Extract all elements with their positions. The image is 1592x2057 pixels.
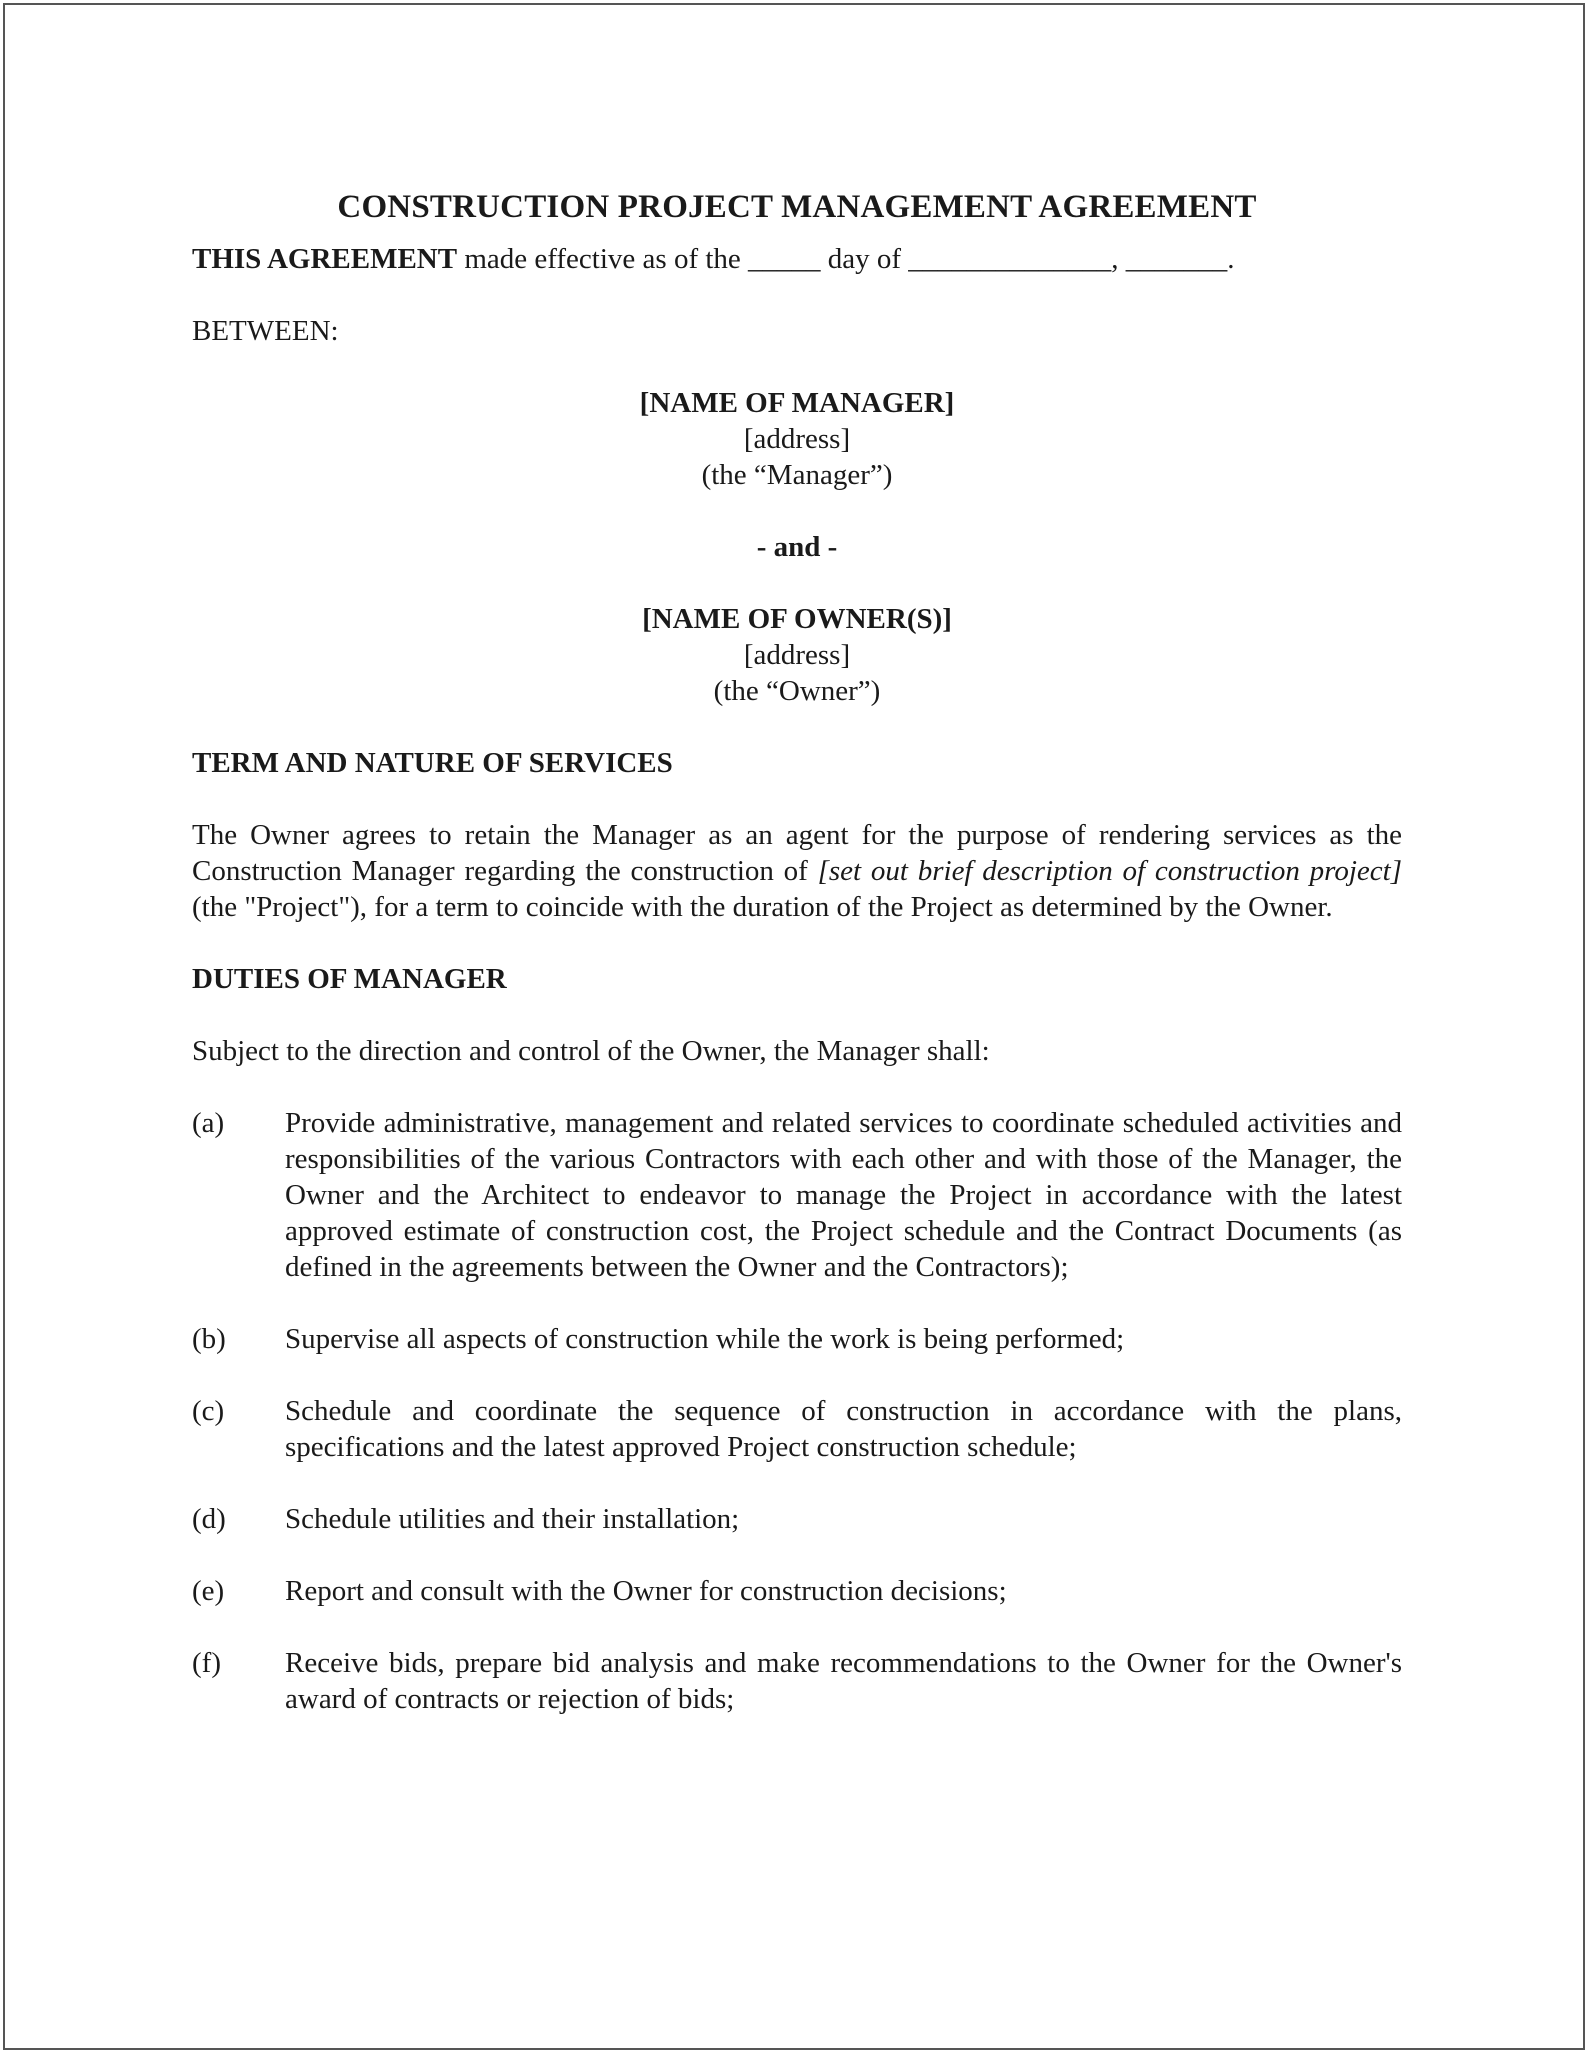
between-label: BETWEEN:: [192, 315, 339, 347]
duty-item-letter: (f): [192, 1647, 221, 1679]
duty-item-letter: (e): [192, 1575, 225, 1607]
manager-party-block: [192, 385, 1402, 493]
duty-item-text: Supervise all aspects of construction while the work is being performed;: [285, 1323, 1125, 1355]
duty-item-letter: (c): [192, 1395, 225, 1427]
owner-name: [NAME OF OWNER(S)]: [642, 603, 952, 635]
and-separator: - and -: [756, 531, 838, 563]
owner-party-block: [192, 601, 1402, 709]
document-body: [192, 187, 1402, 1717]
duty-item-text: Provide administrative, management and related services to coordinate scheduled activities and responsibilities of the various Contractors with each other and with those of the Manager, the Owner and the Architect to endeavor to manage the Project in accordance with the latest approved estimate of construction cost, the Project schedule and the Contract Documents (as defined in the agreements between the Owner and the Contractors);: [285, 1107, 1402, 1283]
duty-item-text: Report and consult with the Owner for construction decisions;: [285, 1575, 1007, 1607]
owner-address: [address]: [743, 639, 851, 671]
manager-name: [NAME OF MANAGER]: [639, 387, 955, 419]
duty-item-letter: (d): [192, 1503, 226, 1535]
term-section-paragraph: [192, 817, 1402, 925]
duty-item: [192, 1501, 1402, 1537]
duty-item: [192, 1105, 1402, 1285]
duty-item-text: Schedule and coordinate the sequence of construction in accordance with the plans, specifications and the latest approved Project construction schedule;: [285, 1395, 1402, 1463]
duty-item: [192, 1321, 1402, 1357]
document-title: CONSTRUCTION PROJECT MANAGEMENT AGREEMENT: [337, 189, 1257, 225]
term-text-before: The Owner agrees to retain the Manager as an agent for the purpose of rendering services as the Construction Manager regarding the construction of: [192, 819, 1402, 887]
term-text-after: (the "Project"), for a term to coincide with the duration of the Project as determined by the Owner.: [192, 891, 1333, 923]
owner-role: (the “Owner”): [713, 675, 881, 707]
duty-item-text: Receive bids, prepare bid analysis and make recommendations to the Owner for the Owner's award of contracts or rejection of bids;: [285, 1647, 1402, 1715]
agreement-preamble: [192, 241, 1402, 277]
preamble-lead: THIS AGREEMENT: [192, 243, 458, 275]
duty-item: [192, 1645, 1402, 1717]
duties-intro: Subject to the direction and control of the Owner, the Manager shall:: [192, 1035, 990, 1067]
duty-item: [192, 1573, 1402, 1609]
term-section-heading: TERM AND NATURE OF SERVICES: [192, 747, 673, 779]
manager-address: [address]: [743, 423, 851, 455]
duty-item-letter: (a): [192, 1107, 225, 1139]
duties-section-heading: DUTIES OF MANAGER: [192, 963, 507, 995]
preamble-text: made effective as of the _____ day of ______________, _______.: [457, 243, 1235, 275]
manager-role: (the “Manager”): [701, 459, 893, 491]
term-text-placeholder: [set out brief description of construction project]: [817, 855, 1402, 887]
duty-item-letter: (b): [192, 1323, 226, 1355]
duty-item-text: Schedule utilities and their installation;: [285, 1503, 740, 1535]
duty-item: [192, 1393, 1402, 1465]
